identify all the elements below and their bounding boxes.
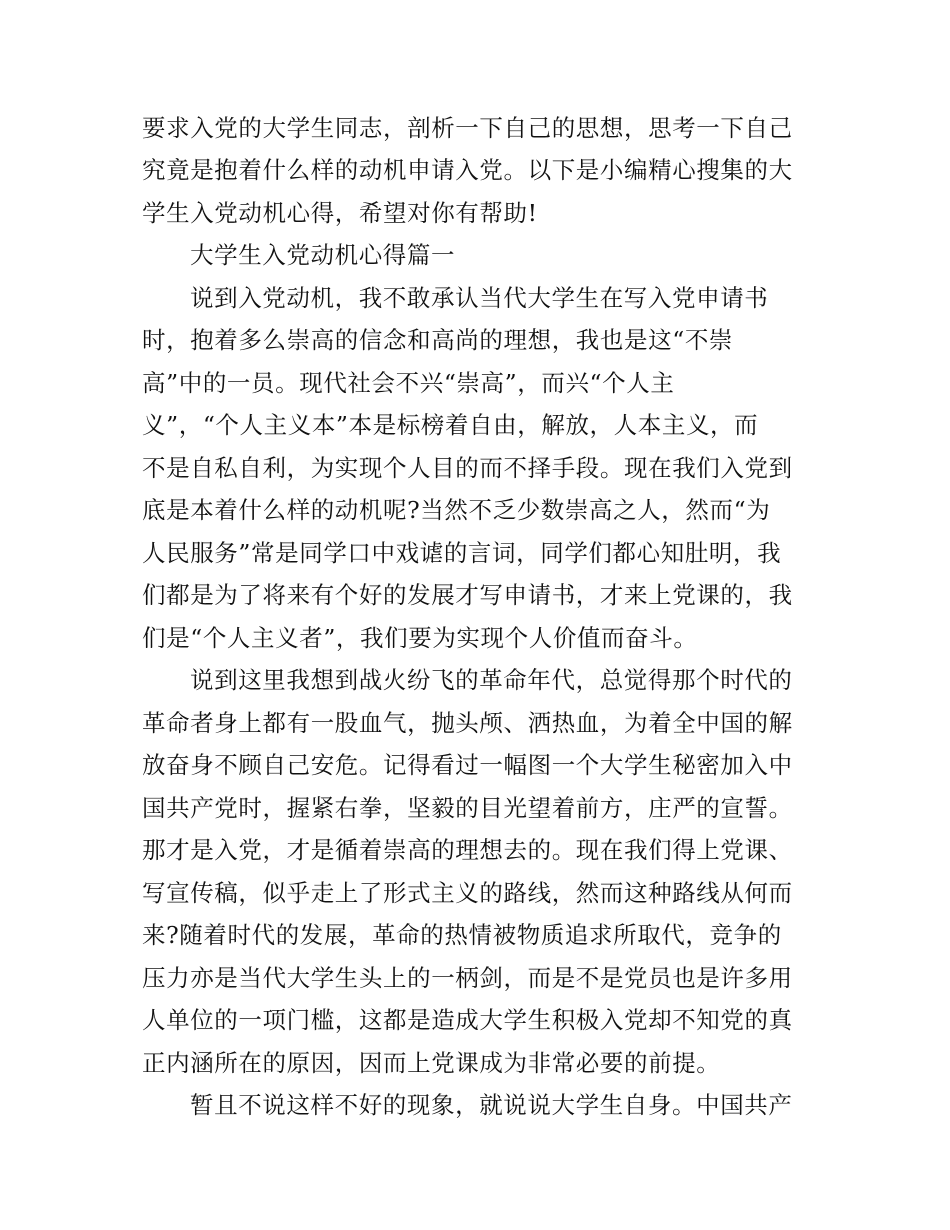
text-line: 义”，“个人主义本”本是标榜着自由，解放，人本主义，而 [142, 411, 759, 439]
text-line: 说到这里我想到战火纷飞的革命年代，总觉得那个时代的 [190, 666, 793, 694]
text-line: 国共产党时，握紧右拳，坚毅的目光望着前方，庄严的宣誓。 [142, 794, 793, 822]
text-line: 暂且不说这样不好的现象，就说说大学生自身。中国共产 [190, 1091, 793, 1119]
text-line: 们是“个人主义者”，我们要为实现个人价值而奋斗。 [142, 624, 698, 652]
text-line: 高”中的一员。现代社会不兴“崇高”，而兴“个人主 [142, 369, 675, 397]
text-line: 时，抱着多么崇高的信念和高尚的理想，我也是这“不崇 [142, 326, 734, 354]
text-line: 正内涵所在的原因，因而上党课成为非常必要的前提。 [142, 1049, 721, 1077]
section-heading: 大学生入党动机心得篇一 [190, 241, 456, 269]
text-line: 究竟是抱着什么样的动机申请入党。以下是小编精心搜集的大 [142, 156, 793, 184]
text-line: 革命者身上都有一股血气，抛头颅、洒热血，为着全中国的解 [142, 709, 793, 737]
text-line: 们都是为了将来有个好的发展才写申请书，才来上党课的，我 [142, 581, 793, 609]
text-line: 人单位的一项门槛，这都是造成大学生积极入党却不知党的真 [142, 1006, 793, 1034]
text-line: 来?随着时代的发展，革命的热情被物质追求所取代，竞争的 [142, 921, 782, 949]
text-line: 那才是入党，才是循着崇高的理想去的。现在我们得上党课、 [142, 836, 793, 864]
text-line: 学生入党动机心得，希望对你有帮助! [142, 199, 538, 227]
text-line: 放奋身不顾自己安危。记得看过一幅图一个大学生秘密加入中 [142, 751, 793, 779]
text-line: 写宣传稿，似乎走上了形式主义的路线，然而这种路线从何而 [142, 879, 793, 907]
text-line: 说到入党动机，我不敢承认当代大学生在写入党申请书 [190, 284, 769, 312]
text-line: 人民服务”常是同学口中戏谑的言词，同学们都心知肚明，我 [142, 539, 782, 567]
text-line: 要求入党的大学生同志，剖析一下自己的思想，思考一下自己 [142, 114, 793, 142]
text-line: 压力亦是当代大学生头上的一柄剑，而是不是党员也是许多用 [142, 964, 793, 992]
text-line: 不是自私自利，为实现个人目的而不择手段。现在我们入党到 [142, 454, 793, 482]
text-line: 底是本着什么样的动机呢?当然不乏少数崇高之人，然而“为 [142, 496, 771, 524]
